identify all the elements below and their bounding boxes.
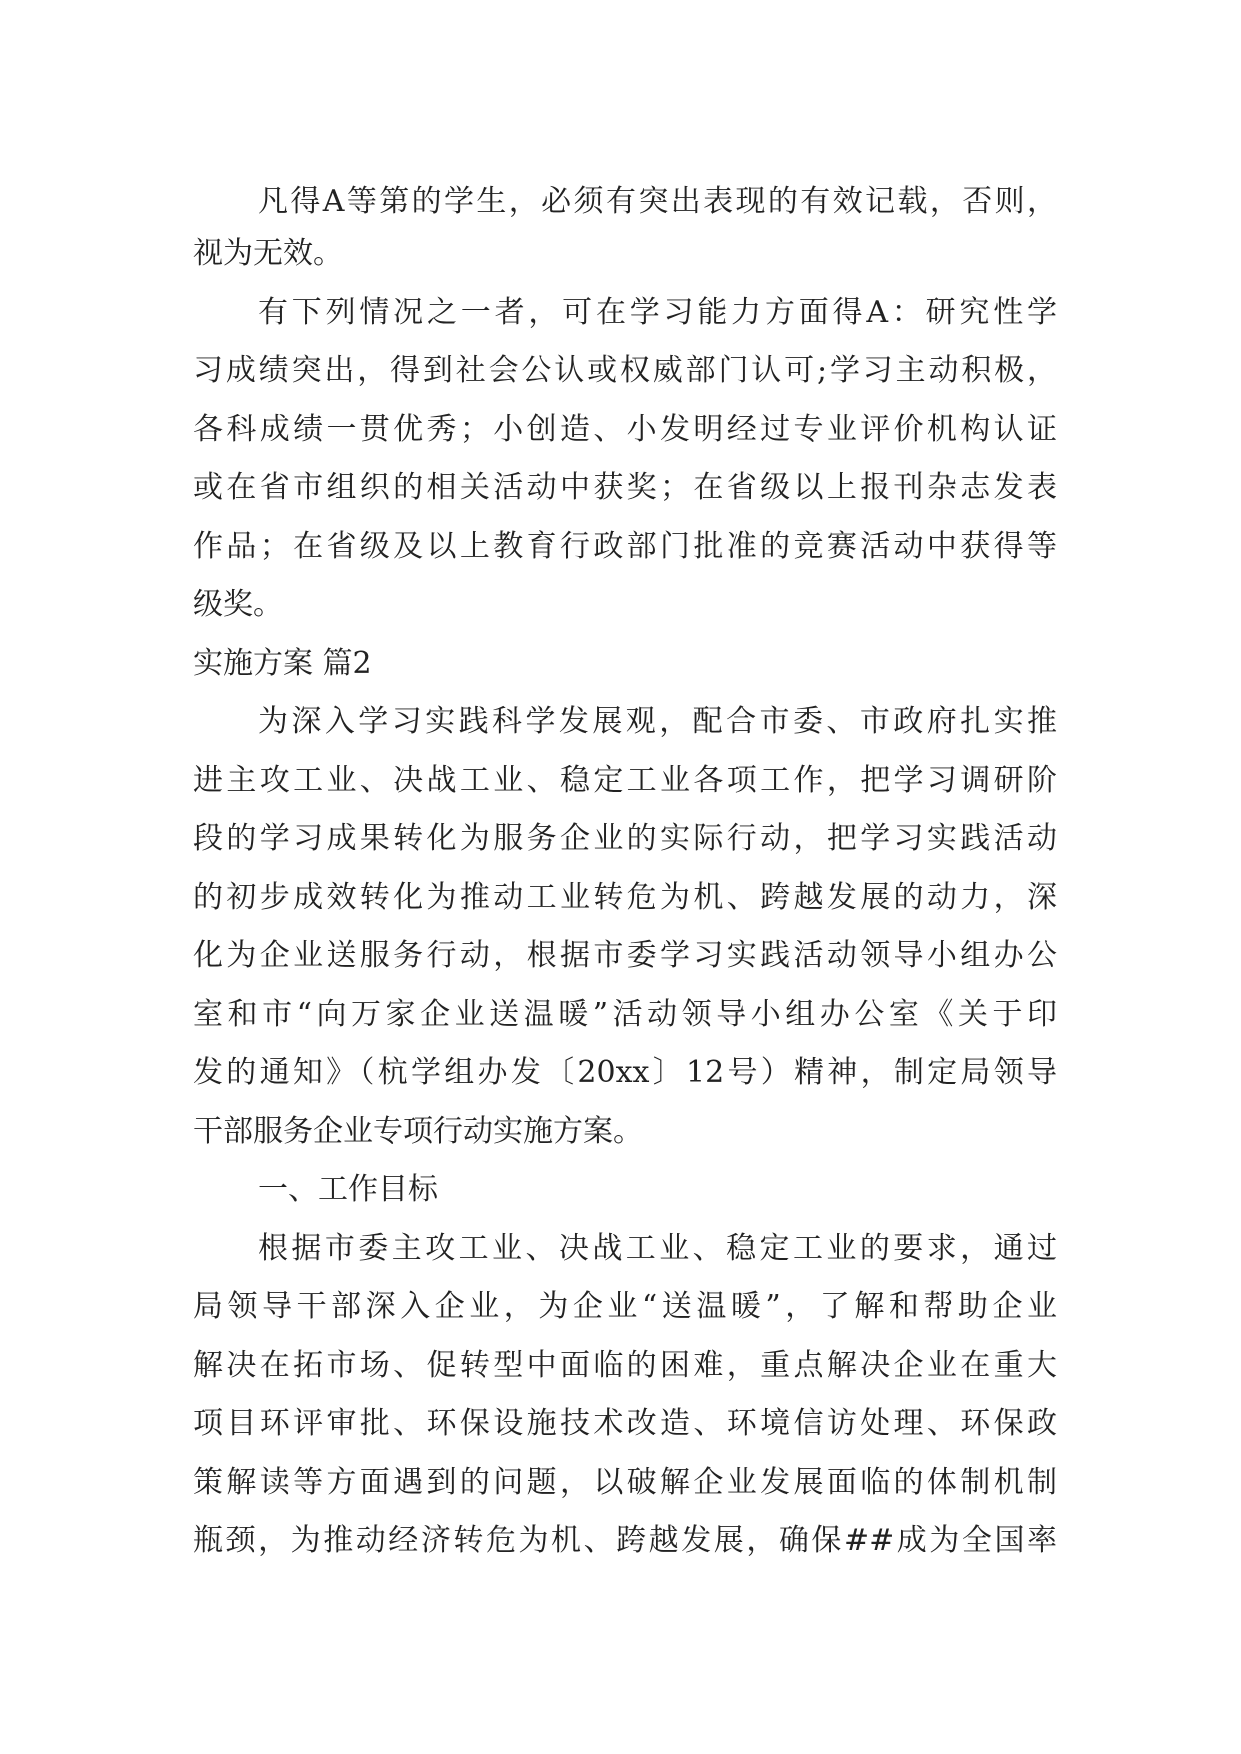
paragraph	[193, 284, 1057, 635]
text-line: 习成绩突出，得到社会公认或权威部门认可;学习主动积极，	[193, 353, 1057, 388]
text-line: 局领导干部深入企业，为企业“送温暖”，了解和帮助企业	[193, 1289, 1057, 1324]
text-line: 化为企业送服务行动，根据市委学习实践活动领导小组办公	[193, 938, 1057, 973]
text-line: 发的通知》（杭学组办发〔20xx〕12号）精神，制定局领导	[193, 1055, 1057, 1090]
text-line: 的初步成效转化为推动工业转危为机、跨越发展的动力，深	[193, 879, 1057, 915]
paragraph	[193, 1220, 1057, 1571]
text-line: 为深入学习实践科学发展观，配合市委、市政府扎实推	[258, 704, 1057, 739]
text-line: 段的学习成果转化为服务企业的实际行动，把学习实践活动	[193, 821, 1057, 856]
text-line: 进主攻工业、决战工业、稳定工业各项工作，把学习调研阶	[193, 762, 1057, 798]
text-line: 有下列情况之一者，可在学习能力方面得A：研究性学	[258, 294, 1057, 330]
document-body	[193, 179, 1057, 1571]
text-line: 作品；在省级及以上教育行政部门批准的竞赛活动中获得等	[193, 528, 1057, 564]
text-line: 或在省市组织的相关活动中获奖；在省级以上报刊杂志发表	[193, 470, 1057, 505]
section-heading	[193, 635, 1057, 694]
text-line: 凡得A等第的学生，必须有突出表现的有效记载，否则，	[258, 184, 1057, 219]
paragraph	[193, 179, 1057, 284]
text-line: 干部服务企业专项行动实施方案。	[193, 1113, 643, 1149]
paragraph	[193, 693, 1057, 1161]
text-line: 各科成绩一贯优秀；小创造、小发明经过专业评价机构认证	[193, 411, 1057, 447]
text-line: 瓶颈，为推动经济转危为机、跨越发展，确保##成为全国率	[193, 1523, 1057, 1558]
text-line: 室和市“向万家企业送温暖”活动领导小组办公室《关于印	[193, 996, 1057, 1032]
subsection-heading-text: 一、工作目标	[258, 1172, 438, 1207]
text-line: 解决在拓市场、促转型中面临的困难，重点解决企业在重大	[193, 1347, 1057, 1383]
subsection-heading	[193, 1161, 1057, 1220]
text-line: 级奖。	[193, 587, 283, 622]
section-heading-text: 实施方案 篇2	[193, 645, 372, 681]
text-line: 根据市委主攻工业、决战工业、稳定工业的要求，通过	[258, 1230, 1057, 1266]
text-line: 策解读等方面遇到的问题，以破解企业发展面临的体制机制	[193, 1464, 1057, 1500]
text-line: 视为无效。	[193, 236, 343, 271]
text-line: 项目环评审批、环保设施技术改造、环境信访处理、环保政	[193, 1406, 1057, 1441]
